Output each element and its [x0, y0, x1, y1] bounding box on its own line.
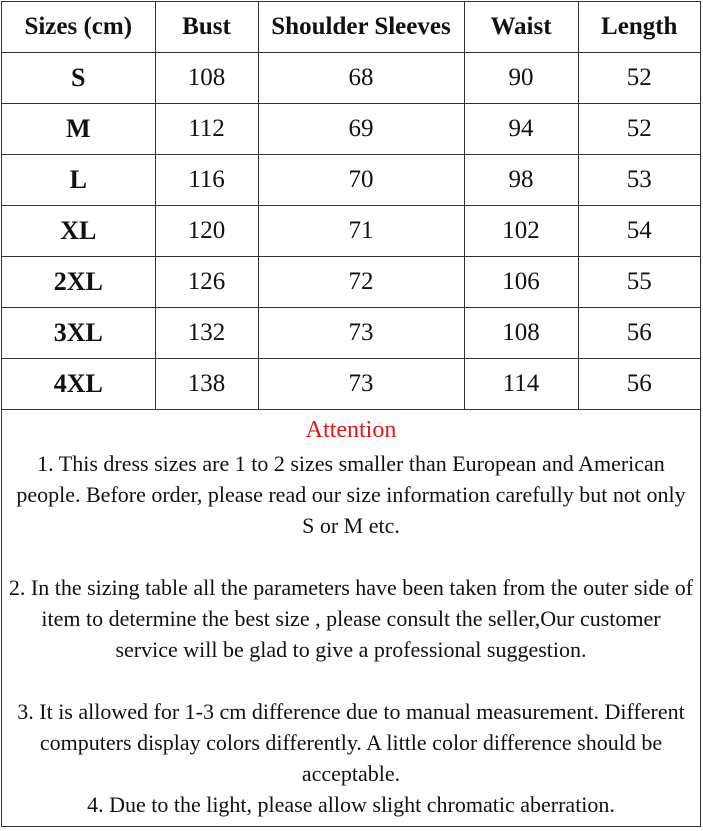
- attention-notes: [2, 410, 700, 820]
- length-cell: 54: [578, 206, 700, 257]
- table-row: [2, 53, 700, 104]
- header-bust: Bust: [155, 2, 258, 53]
- note-item: 3. It is allowed for 1-3 cm difference due to manual measurement. Different computers display colors differently. A little color difference should be acceptable.: [17, 699, 685, 786]
- size-cell: 4XL: [2, 359, 155, 410]
- shoulder-sleeves-cell: 73: [258, 308, 464, 359]
- header-waist: Waist: [464, 2, 578, 53]
- shoulder-sleeves-cell: 71: [258, 206, 464, 257]
- table-header-row: [2, 2, 700, 53]
- waist-cell: 108: [464, 308, 578, 359]
- table-row: [2, 308, 700, 359]
- note-item: 1. This dress sizes are 1 to 2 sizes smaller than European and American people. Before order, please read our size information carefully but not only S or M etc.: [16, 451, 686, 538]
- note-item: 2. In the sizing table all the parameters have been taken from the outer side of item to determine the best size , please consult the seller,Our customer service will be glad to give a professional suggestion.: [8, 575, 694, 662]
- length-cell: 52: [578, 53, 700, 104]
- size-cell: L: [2, 155, 155, 206]
- length-cell: 56: [578, 308, 700, 359]
- table-row: [2, 206, 700, 257]
- shoulder-sleeves-cell: 68: [258, 53, 464, 104]
- shoulder-sleeves-cell: 72: [258, 257, 464, 308]
- table-row: [2, 359, 700, 410]
- waist-cell: 94: [464, 104, 578, 155]
- waist-cell: 90: [464, 53, 578, 104]
- header-sizes: Sizes (cm): [2, 2, 155, 53]
- bust-cell: 112: [155, 104, 258, 155]
- table-row: [2, 257, 700, 308]
- attention-title: Attention: [305, 417, 397, 443]
- size-cell: M: [2, 104, 155, 155]
- table-row: [2, 104, 700, 155]
- shoulder-sleeves-cell: 70: [258, 155, 464, 206]
- header-length: Length: [578, 2, 700, 53]
- shoulder-sleeves-cell: 73: [258, 359, 464, 410]
- waist-cell: 106: [464, 257, 578, 308]
- bust-cell: 108: [155, 53, 258, 104]
- size-cell: 3XL: [2, 308, 155, 359]
- size-cell: XL: [2, 206, 155, 257]
- length-cell: 56: [578, 359, 700, 410]
- waist-cell: 98: [464, 155, 578, 206]
- size-cell: S: [2, 53, 155, 104]
- waist-cell: 102: [464, 206, 578, 257]
- bust-cell: 116: [155, 155, 258, 206]
- bust-cell: 132: [155, 308, 258, 359]
- bust-cell: 120: [155, 206, 258, 257]
- table-row: [2, 155, 700, 206]
- bust-cell: 138: [155, 359, 258, 410]
- length-cell: 55: [578, 257, 700, 308]
- note-item: 4. Due to the light, please allow slight chromatic aberration.: [87, 792, 615, 817]
- bust-cell: 126: [155, 257, 258, 308]
- size-cell: 2XL: [2, 257, 155, 308]
- length-cell: 53: [578, 155, 700, 206]
- shoulder-sleeves-cell: 69: [258, 104, 464, 155]
- length-cell: 52: [578, 104, 700, 155]
- header-shoulder-sleeves: Shoulder Sleeves: [258, 2, 464, 53]
- size-table: [2, 2, 700, 410]
- size-chart-sheet: [1, 1, 701, 827]
- waist-cell: 114: [464, 359, 578, 410]
